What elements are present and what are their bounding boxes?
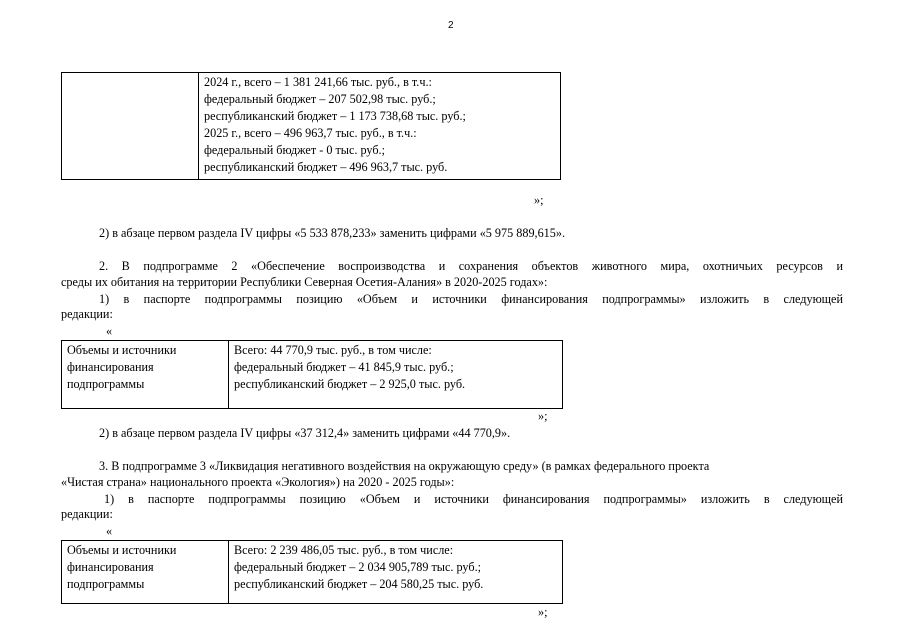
section3-financing-table: [61, 540, 563, 604]
table-cell-line: республиканский бюджет – 496 963,7 тыс. руб.: [204, 160, 448, 174]
table-cell-line: республиканский бюджет – 1 173 738,68 тыс. руб.;: [204, 109, 466, 123]
section3-item1-line1: 1) в паспорте подпрограммы позицию «Объем и источники финансирования подпрограммы» изложить в следующей: [104, 492, 843, 506]
table-label: Объемы и источники: [67, 543, 177, 557]
table-label: финансирования: [67, 360, 154, 374]
table-divider: [228, 341, 229, 408]
section2-item2: 2) в абзаце первом раздела IV цифры «37 312,4» заменить цифрами «44 770,9».: [99, 426, 511, 440]
table-label: подпрограммы: [67, 377, 145, 391]
table-cell-line: 2024 г., всего – 1 381 241,66 тыс. руб., в т.ч.:: [204, 75, 432, 89]
table-value: федеральный бюджет – 2 034 905,789 тыс. руб.;: [234, 560, 481, 574]
table-label: Объемы и источники: [67, 343, 177, 357]
table-label: подпрограммы: [67, 577, 145, 591]
table-divider: [228, 541, 229, 603]
table-value: республиканский бюджет – 2 925,0 тыс. руб.: [234, 377, 466, 391]
paragraph-item-2: 2) в абзаце первом раздела IV цифры «5 533 878,233» заменить цифрами «5 975 889,615».: [99, 226, 566, 240]
open-quote: «: [106, 324, 113, 338]
table-value: Всего: 44 770,9 тыс. руб., в том числе:: [234, 343, 432, 357]
table-value: федеральный бюджет – 41 845,9 тыс. руб.;: [234, 360, 454, 374]
section2-heading-line2: среды их обитания на территории Республики Северная Осетия-Алания» в 2020-2025 годах»:: [61, 275, 548, 289]
table-cell-line: 2025 г., всего – 496 963,7 тыс. руб., в т.ч.:: [204, 126, 417, 140]
table-cell-line: федеральный бюджет – 207 502,98 тыс. руб.;: [204, 92, 436, 106]
page-number: 2: [448, 20, 454, 31]
section2-financing-table: [61, 340, 563, 409]
section2-heading-line1: 2. В подпрограмме 2 «Обеспечение воспроизводства и сохранения объектов животного мира, охотничьих ресурсов и: [99, 259, 843, 273]
section3-item1-line2: редакции:: [61, 507, 113, 521]
table-label: финансирования: [67, 560, 154, 574]
close-quote: »;: [534, 193, 544, 207]
section2-item1-line1: 1) в паспорте подпрограммы позицию «Объем и источники финансирования подпрограммы» изложить в следующей: [99, 292, 843, 306]
close-quote: »;: [538, 605, 548, 619]
financing-table-continuation: [61, 72, 561, 180]
table-value: Всего: 2 239 486,05 тыс. руб., в том числе:: [234, 543, 454, 557]
table-divider: [198, 73, 199, 179]
section3-heading-line2: «Чистая страна» национального проекта «Экология») на 2020 - 2025 годы»:: [61, 475, 455, 489]
table-cell-line: федеральный бюджет - 0 тыс. руб.;: [204, 143, 385, 157]
section2-item1-line2: редакции:: [61, 307, 113, 321]
close-quote: »;: [538, 409, 548, 423]
table-value: республиканский бюджет – 204 580,25 тыс. руб.: [234, 577, 484, 591]
open-quote: «: [106, 524, 113, 538]
section3-heading-line1: 3. В подпрограмме 3 «Ликвидация негативного воздействия на окружающую среду» (в рамках федерального проекта: [99, 459, 710, 473]
